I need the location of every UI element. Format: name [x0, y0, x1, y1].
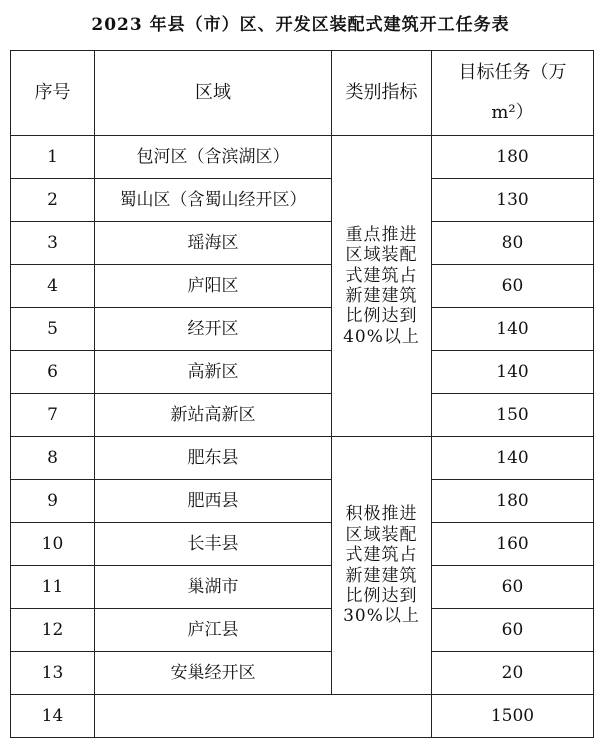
category-line: 新建建筑	[345, 286, 418, 306]
total-district	[95, 695, 432, 738]
row-index: 10	[11, 523, 95, 566]
row-district: 巢湖市	[95, 566, 332, 609]
table-row	[11, 523, 594, 566]
table-row	[11, 265, 594, 308]
table-row	[11, 308, 594, 351]
row-district: 庐江县	[95, 609, 332, 652]
total-row	[11, 695, 594, 738]
total-index: 14	[11, 695, 95, 738]
header-index: 序号	[11, 51, 95, 136]
row-target: 160	[432, 523, 594, 566]
row-target: 140	[432, 437, 594, 480]
category-line: 比例达到	[345, 306, 418, 327]
row-target: 150	[432, 394, 594, 437]
table-row	[11, 609, 594, 652]
header-row	[11, 51, 594, 136]
row-district: 新站高新区	[95, 394, 332, 437]
category-line: 重点推进	[345, 224, 418, 245]
row-target: 180	[432, 480, 594, 523]
table-row	[11, 480, 594, 523]
row-target: 20	[432, 652, 594, 695]
row-index: 7	[11, 394, 95, 437]
category-line: 式建筑占	[345, 545, 418, 566]
row-target: 130	[432, 179, 594, 222]
row-district: 安巢经开区	[95, 652, 332, 695]
row-index: 12	[11, 609, 95, 652]
header-district: 区域	[95, 51, 332, 136]
row-district: 高新区	[95, 351, 332, 394]
category-line: 积极推进	[345, 504, 418, 525]
row-index: 1	[11, 136, 95, 179]
category-line: 30%以上	[343, 606, 420, 627]
table-row	[11, 566, 594, 609]
row-target: 80	[432, 222, 594, 265]
header-target-line2: m²）	[491, 102, 534, 123]
row-index: 9	[11, 480, 95, 523]
row-target: 140	[432, 308, 594, 351]
category-line: 区域装配	[345, 524, 418, 545]
category-line: 新建建筑	[345, 565, 418, 586]
category-line: 区域装配	[345, 245, 418, 266]
row-index: 3	[11, 222, 95, 265]
header-category: 类别指标	[332, 51, 432, 136]
table-row	[11, 652, 594, 695]
row-index: 13	[11, 652, 95, 695]
category-line: 比例达到	[345, 585, 418, 606]
task-table	[10, 50, 594, 738]
category-cell-active	[332, 437, 432, 695]
row-district: 瑶海区	[95, 222, 332, 265]
row-district: 包河区（含滨湖区）	[95, 136, 332, 179]
row-index: 6	[11, 351, 95, 394]
total-target: 1500	[432, 695, 594, 738]
row-district: 庐阳区	[95, 265, 332, 308]
row-index: 2	[11, 179, 95, 222]
row-district: 蜀山区（含蜀山经开区）	[95, 179, 332, 222]
table-row	[11, 437, 594, 480]
category-cell-key	[332, 136, 432, 437]
row-district: 肥东县	[95, 437, 332, 480]
row-target: 60	[432, 566, 594, 609]
table-row	[11, 351, 594, 394]
table-row	[11, 222, 594, 265]
row-target: 140	[432, 351, 594, 394]
table-row	[11, 394, 594, 437]
row-district: 经开区	[95, 308, 332, 351]
row-index: 11	[11, 566, 95, 609]
row-target: 60	[432, 265, 594, 308]
row-target: 180	[432, 136, 594, 179]
table-row	[11, 136, 594, 179]
row-district: 肥西县	[95, 480, 332, 523]
category-line: 40%以上	[343, 326, 420, 347]
row-district: 长丰县	[95, 523, 332, 566]
row-index: 4	[11, 265, 95, 308]
row-target: 60	[432, 609, 594, 652]
row-index: 5	[11, 308, 95, 351]
page-title: 2023 年县（市）区、开发区装配式建筑开工任务表	[91, 15, 510, 35]
header-target	[432, 51, 594, 136]
header-target-line1: 目标任务（万	[458, 62, 567, 84]
row-index: 8	[11, 437, 95, 480]
table-row	[11, 179, 594, 222]
category-line: 式建筑占	[345, 265, 418, 286]
